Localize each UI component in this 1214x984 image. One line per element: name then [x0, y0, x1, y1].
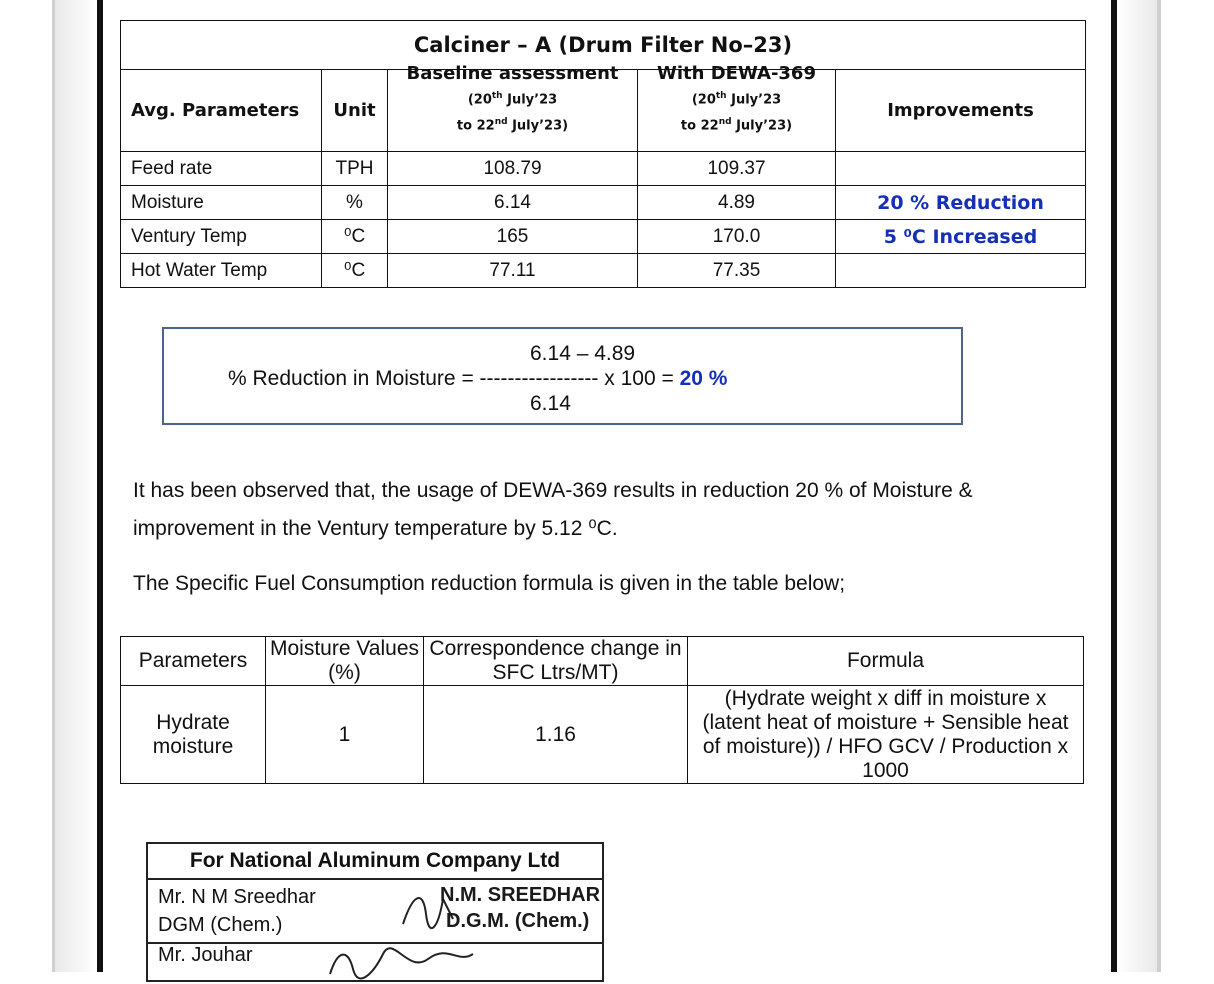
- table-title: Calciner – A (Drum Filter No–23): [121, 21, 1086, 70]
- table-row: [121, 686, 1084, 784]
- signatory-name: Mr. N M Sreedhar: [158, 886, 316, 908]
- cell-unit: ⁰C: [322, 220, 388, 254]
- formula-numerator: 6.14 – 4.89: [530, 342, 636, 365]
- page-shadow-left: [55, 0, 97, 972]
- signature-heading: For National Aluminum Company Ltd: [148, 844, 602, 880]
- cell-with: 77.35: [638, 254, 836, 288]
- cell-improvement: [836, 254, 1086, 288]
- cell-correspondence: 1.16: [424, 686, 688, 784]
- cell-improvement: 20 % Reduction: [836, 186, 1086, 220]
- page-edge-left: [52, 0, 55, 972]
- header-with-to: to 22nd July’23): [680, 117, 793, 134]
- cell-parameters: Hydrate moisture: [121, 686, 266, 784]
- signature-row: [148, 880, 602, 944]
- header-baseline-to: to 22nd July’23): [456, 117, 569, 134]
- header-baseline-label: Baseline assessment: [406, 62, 619, 84]
- cell-improvement: [836, 152, 1086, 186]
- header-formula: Formula: [688, 637, 1084, 686]
- formula-lhs: % Reduction in Moisture = ----------------- x 100 =: [228, 367, 680, 390]
- cell-baseline: 6.14: [388, 186, 638, 220]
- table-row: [121, 254, 1086, 288]
- header-parameters: Parameters: [121, 637, 266, 686]
- calciner-parameters-table: [120, 20, 1086, 288]
- handwritten-signature-2-icon: [328, 944, 478, 984]
- cell-param: Feed rate: [121, 152, 322, 186]
- page-edge-right: [1157, 0, 1161, 972]
- cell-unit: %: [322, 186, 388, 220]
- signature-block: [146, 842, 604, 982]
- cell-param: Moisture: [121, 186, 322, 220]
- page-border-left: [97, 0, 103, 972]
- header-avg-parameters: Avg. Parameters: [121, 70, 322, 152]
- cell-baseline: 165: [388, 220, 638, 254]
- header-baseline-from: (20th July’23: [467, 90, 558, 107]
- header-moisture-values: Moisture Values (%): [266, 637, 424, 686]
- header-correspondence: Correspondence change in SFC Ltrs/MT): [424, 637, 688, 686]
- cell-unit: TPH: [322, 152, 388, 186]
- formula-denominator: 6.14: [530, 392, 571, 415]
- cell-with: 109.37: [638, 152, 836, 186]
- formula-result: 20 %: [679, 367, 728, 390]
- cell-improvement: 5 ⁰C Increased: [836, 220, 1086, 254]
- signatory-role: DGM (Chem.): [158, 914, 283, 936]
- table-row: [121, 186, 1086, 220]
- cell-baseline: 77.11: [388, 254, 638, 288]
- page-border-right: [1111, 0, 1117, 972]
- cell-param: Ventury Temp: [121, 220, 322, 254]
- cell-with: 170.0: [638, 220, 836, 254]
- header-with-dewa: [638, 62, 836, 152]
- stamp-name: N.M. SREEDHAR: [440, 884, 601, 906]
- table-row: [121, 220, 1086, 254]
- header-baseline: [388, 62, 638, 152]
- header-unit: Unit: [322, 70, 388, 152]
- cell-baseline: 108.79: [388, 152, 638, 186]
- signatory-name-2: Mr. Jouhar: [158, 944, 253, 966]
- observation-paragraph: It has been observed that, the usage of DEWA-369 results in reduction 20 % of Moisture & improvement in the Ventury temperature by 5.12 ⁰C.: [133, 479, 973, 540]
- sfc-intro-paragraph: The Specific Fuel Consumption reduction formula is given in the table below;: [133, 572, 846, 595]
- header-with-dewa-label: With DEWA-369: [657, 62, 816, 84]
- cell-formula: (Hydrate weight x diff in moisture x (latent heat of moisture + Sensible heat of moisture)) / HFO GCV / Production x 1000: [688, 686, 1084, 784]
- sfc-formula-table: [120, 636, 1084, 784]
- stamp-role: D.G.M. (Chem.): [446, 910, 590, 932]
- header-with-from: (20th July’23: [691, 90, 782, 107]
- table-row: [121, 152, 1086, 186]
- cell-param: Hot Water Temp: [121, 254, 322, 288]
- cell-moisture-values: 1: [266, 686, 424, 784]
- page-shadow-right: [1117, 0, 1157, 972]
- cell-with: 4.89: [638, 186, 836, 220]
- header-improvements: Improvements: [836, 70, 1086, 152]
- formula-expression: [228, 367, 727, 391]
- cell-unit: ⁰C: [322, 254, 388, 288]
